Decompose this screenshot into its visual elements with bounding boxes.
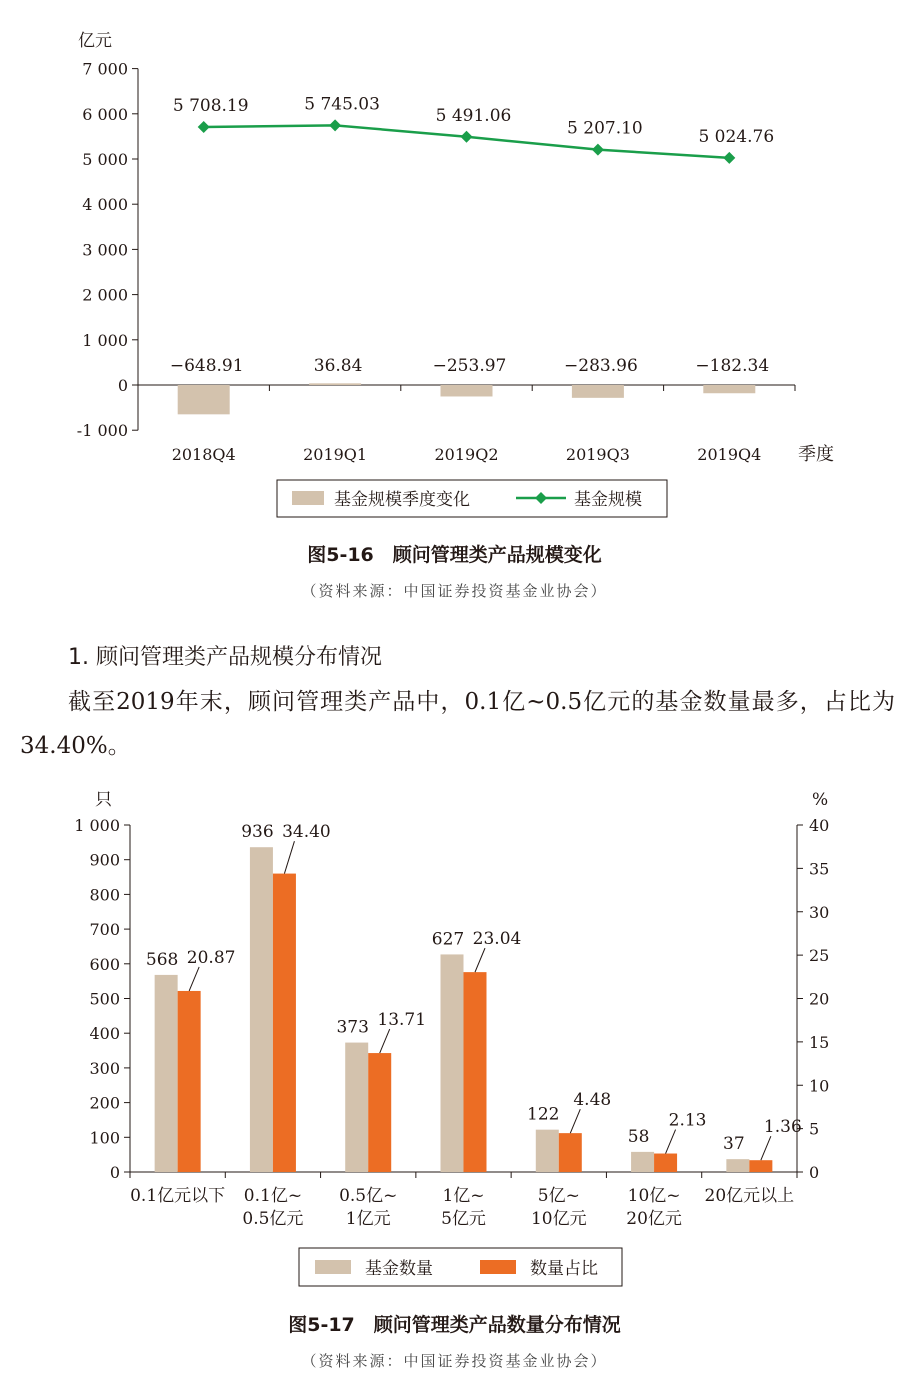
- bar-data-label: −253.97: [432, 356, 507, 376]
- legend-label: 基金规模: [574, 490, 642, 510]
- line-data-label: 5 745.03: [304, 94, 380, 115]
- y2-tick-label: 40: [809, 816, 830, 835]
- line-point: [198, 121, 210, 133]
- y-tick-label: 2 000: [82, 285, 128, 305]
- leader-line: [284, 841, 294, 873]
- y-tick-label: 400: [89, 1024, 120, 1044]
- bar-share: [273, 874, 296, 1172]
- bar-share: [654, 1154, 677, 1172]
- x-tick-label: 2019Q1: [303, 445, 368, 464]
- y-tick-label: 6 000: [82, 104, 128, 124]
- bar-share: [559, 1133, 582, 1172]
- leader-line: [380, 1029, 390, 1053]
- y2-tick-label: 35: [809, 859, 830, 879]
- x-tick-label: 0.5亿元: [242, 1209, 304, 1229]
- line-point: [461, 131, 473, 143]
- x-tick-label: 2018Q4: [171, 445, 236, 464]
- bar: [441, 385, 493, 396]
- figure1-source: （资料来源：中国证券投资基金业协会）: [301, 582, 608, 600]
- bar-data-label: −182.34: [695, 356, 770, 376]
- y-tick-label: 900: [89, 850, 120, 870]
- bar-share-label: 13.71: [377, 1010, 427, 1031]
- y2-tick-label: 25: [809, 946, 830, 966]
- x-tick-label: 0.1亿~: [243, 1186, 303, 1206]
- bar-count-label: 373: [336, 1017, 369, 1038]
- legend-label: 基金规模季度变化: [334, 490, 470, 510]
- section-paragraph: 截至2019年末，顾问管理类产品中，0.1亿~0.5亿元的基金数量最多，占比为34.40%。: [20, 689, 895, 759]
- x-tick-label: 20亿元: [626, 1209, 682, 1229]
- bar: [178, 385, 230, 414]
- bar-share-label: 4.48: [573, 1090, 612, 1111]
- y-tick-label: 5 000: [82, 150, 128, 169]
- x-tick-label: 0.5亿~: [339, 1186, 398, 1206]
- x-tick-label: 2019Q3: [565, 445, 630, 464]
- y-tick-label: 1 000: [82, 330, 128, 350]
- y-tick-label: 800: [89, 885, 120, 905]
- bar-count-label: 58: [627, 1126, 650, 1147]
- bar: [309, 383, 361, 385]
- bar-count: [631, 1152, 654, 1172]
- bar-count-label: 936: [241, 822, 274, 843]
- leader-line: [475, 948, 485, 972]
- bar-share-label: 20.87: [186, 947, 236, 968]
- bar-count: [250, 847, 273, 1172]
- bar-count: [345, 1043, 368, 1172]
- y-axis-unit: 只: [95, 790, 112, 810]
- bar-count: [726, 1159, 749, 1172]
- figure2-source: （资料来源：中国证券投资基金业协会）: [301, 1352, 608, 1370]
- x-tick-label: 5亿元: [441, 1209, 486, 1229]
- y-tick-label: 700: [89, 920, 120, 940]
- y2-tick-label: 10: [809, 1076, 830, 1096]
- bar-share-label: 2.13: [668, 1110, 707, 1131]
- line-data-label: 5 708.19: [172, 95, 249, 116]
- bar-count-label: 122: [527, 1104, 560, 1125]
- bar-count-label: 627: [431, 929, 465, 950]
- x-tick-label: 10亿元: [530, 1209, 587, 1229]
- bar: [572, 385, 624, 398]
- leader-line: [761, 1136, 771, 1160]
- y-tick-label: 4 000: [82, 195, 128, 215]
- y2-tick-label: 15: [809, 1032, 830, 1052]
- line-point: [723, 152, 735, 164]
- bar-data-label: −283.96: [564, 356, 638, 376]
- bar: [703, 385, 755, 393]
- bar-count: [536, 1130, 559, 1172]
- x-axis-label: 季度: [798, 444, 834, 465]
- y2-tick-label: 20: [809, 989, 830, 1009]
- fund-count-chart: [0, 780, 909, 1300]
- bar-count: [441, 954, 464, 1172]
- bar-share: [178, 991, 201, 1172]
- legend-swatch-share: [480, 1260, 516, 1274]
- y-tick-label: 0: [117, 376, 128, 395]
- leader-line: [189, 967, 199, 991]
- figure2-caption: 图5-17 顾问管理类产品数量分布情况: [288, 1314, 621, 1336]
- y-axis-unit: 亿元: [78, 31, 112, 51]
- x-tick-label: 5亿~: [537, 1186, 580, 1206]
- x-tick-label: 10亿~: [627, 1186, 681, 1206]
- line-data-label: 5 024.76: [698, 126, 775, 147]
- y-tick-label: -1 000: [76, 421, 128, 441]
- y2-tick-label: 30: [809, 902, 830, 922]
- bar-count-label: 568: [145, 949, 179, 970]
- leader-line: [570, 1109, 580, 1133]
- bar-share-label: 34.40: [282, 822, 331, 843]
- y-tick-label: 0: [109, 1163, 120, 1182]
- section-heading: 1. 顾问管理类产品规模分布情况: [68, 645, 382, 670]
- x-tick-label: 1亿~: [442, 1186, 485, 1206]
- bar-share: [464, 972, 487, 1172]
- y2-tick-label: 0: [809, 1163, 820, 1182]
- y-tick-label: 100: [89, 1128, 120, 1148]
- bar-share-label: 23.04: [472, 929, 522, 950]
- x-tick-label: 2019Q2: [434, 445, 499, 464]
- x-tick-label: 2019Q4: [697, 445, 762, 464]
- legend-label: 数量占比: [530, 1259, 598, 1279]
- x-tick-label: 20亿元以上: [704, 1186, 795, 1206]
- bar-count: [155, 975, 178, 1172]
- y-tick-label: 600: [89, 954, 120, 974]
- legend-swatch-bar: [292, 491, 324, 505]
- legend-swatch-count: [315, 1260, 351, 1274]
- line-data-label: 5 207.10: [567, 118, 643, 139]
- bar-share: [749, 1160, 772, 1172]
- y2-axis-unit: %: [812, 790, 829, 810]
- y2-tick-label: 5: [809, 1119, 820, 1139]
- line-point: [592, 144, 604, 156]
- y-tick-label: 1 000: [74, 816, 120, 835]
- bar-data-label: 36.84: [313, 356, 363, 376]
- y-tick-label: 300: [89, 1058, 120, 1078]
- y-tick-label: 200: [89, 1093, 120, 1113]
- figure1-caption: 图5-16 顾问管理类产品规模变化: [307, 544, 602, 566]
- bar-count-label: 37: [723, 1134, 745, 1155]
- y-tick-label: 500: [89, 989, 120, 1009]
- x-tick-label: 0.1亿元以下: [130, 1186, 226, 1206]
- y-tick-label: 3 000: [82, 240, 128, 260]
- legend-label: 基金数量: [365, 1259, 433, 1279]
- x-tick-label: 1亿元: [345, 1209, 391, 1229]
- line-point: [329, 119, 341, 131]
- fund-scale-chart: [0, 0, 909, 530]
- bar-share-label: 1.36: [763, 1117, 802, 1138]
- line-data-label: 5 491.06: [435, 105, 512, 126]
- bar-share: [368, 1053, 391, 1172]
- y-tick-label: 7 000: [82, 59, 128, 79]
- leader-line: [666, 1130, 676, 1154]
- bar-data-label: −648.91: [169, 356, 244, 376]
